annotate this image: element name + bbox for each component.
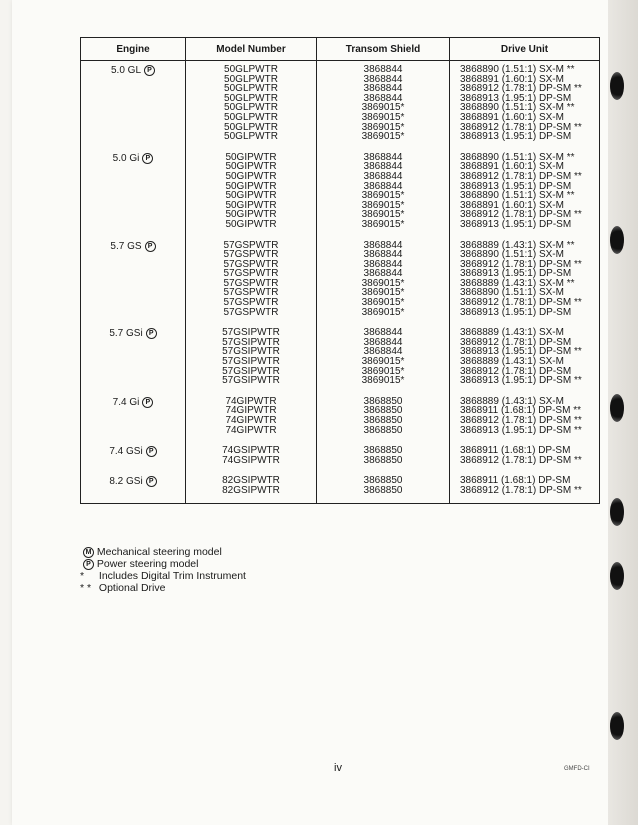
transom-shield-number: 3869015* [361, 218, 405, 230]
table-header [81, 38, 600, 61]
engine-name: 7.4 Gi [112, 396, 140, 408]
engine-cell [81, 237, 186, 325]
transom-shield-number: 3869015* [361, 356, 405, 368]
model-number: 50GIPWTR [225, 190, 277, 202]
transom-shield-number: 3869015* [361, 306, 405, 318]
model-column-cell [186, 61, 317, 149]
model-number: 50GLPWTR [224, 83, 278, 95]
drive-unit-spec: 3868912 (1.78:1) DP-SM ** [460, 484, 582, 496]
transom-shield-number: 3869015* [361, 209, 405, 221]
transom-shield-number: 3868850 [363, 415, 403, 426]
model-number: 50GIPWTR [225, 170, 277, 182]
drive-column-cell [450, 393, 600, 442]
power-steering-symbol: P [83, 559, 94, 570]
model-number: 74GIPWTR [225, 395, 277, 407]
drive-unit-spec: 3868889 (1.43:1) SX-M ** [460, 239, 575, 251]
drive-unit-spec: 3868912 (1.78:1) DP-SM [460, 365, 572, 377]
engine-cell [81, 393, 186, 442]
binder-hole [610, 498, 624, 526]
transom-shield-number: 3869015* [361, 190, 405, 202]
legend-text: Optional Drive [98, 582, 166, 594]
model-column-cell [186, 472, 317, 503]
drive-unit-spec: 3868912 (1.78:1) DP-SM ** [460, 258, 582, 270]
drive-unit-spec: 3868891 (1.60:1) SX-M [460, 111, 564, 123]
asterisk-symbol: * [80, 570, 85, 582]
drive-column-cell [450, 324, 600, 393]
transom-shield-number: 3869015* [361, 287, 405, 299]
header-engine: Engine [81, 38, 186, 61]
drive-unit-spec: 3868912 (1.78:1) DP-SM ** [460, 121, 582, 133]
transom-shield-number: 3868850 [363, 405, 403, 417]
transom-shield-number: 3869015* [361, 365, 405, 377]
model-number: 50GLPWTR [224, 64, 278, 75]
transom-shield-number: 3868844 [363, 170, 403, 182]
drive-unit-spec: 3868913 (1.95:1) DP-SM ** [460, 424, 582, 436]
drive-unit-spec: 3868913 (1.95:1) DP-SM [460, 180, 572, 192]
table-row [81, 393, 600, 442]
transom-shield-number: 3868844 [363, 64, 403, 75]
transom-shield-number: 3869015* [361, 277, 405, 289]
model-number: 50GLPWTR [224, 131, 278, 143]
transom-shield-number: 3869015* [361, 121, 405, 133]
drive-unit-spec: 3868890 (1.51:1) SX-M ** [460, 190, 575, 202]
drive-unit-spec: 3868913 (1.95:1) DP-SM ** [460, 375, 582, 387]
drive-unit-spec: 3868891 (1.60:1) SX-M [460, 73, 564, 85]
transom-shield-number: 3868850 [363, 484, 403, 496]
transom-shield-number: 3868844 [363, 92, 403, 104]
model-number: 57GSPWTR [223, 258, 279, 270]
binder-hole [610, 394, 624, 422]
power-steering-symbol: P [146, 446, 157, 457]
transom-shield-number: 3868844 [363, 327, 403, 339]
legend-text: Power steering model [96, 558, 199, 570]
document-page [12, 0, 608, 825]
drive-column-cell [450, 149, 600, 237]
drive-unit-spec: 3868889 (1.43:1) SX-M ** [460, 277, 575, 289]
model-number: 50GLPWTR [224, 102, 278, 114]
legend-item-power [80, 558, 246, 570]
legend-item-optional-drive [80, 582, 246, 594]
engine-name: 5.0 GL [110, 65, 142, 77]
model-number: 82GSIPWTR [222, 484, 280, 496]
transom-shield-number: 3868844 [363, 346, 403, 358]
drive-unit-spec: 3868913 (1.95:1) DP-SM [460, 131, 572, 143]
binder-hole [610, 226, 624, 254]
engine-name: 5.0 Gi [112, 152, 140, 164]
drive-unit-spec: 3868913 (1.95:1) DP-SM [460, 306, 572, 318]
model-number: 50GLPWTR [224, 121, 278, 133]
header-model-number: Model Number [186, 38, 317, 61]
drive-unit-spec: 3868890 (1.51:1) SX-M ** [460, 64, 575, 75]
model-number: 74GSIPWTR [222, 454, 280, 466]
engine-cell [81, 149, 186, 237]
transom-shield-number: 3869015* [361, 297, 405, 309]
model-column-cell [186, 237, 317, 325]
table-row [81, 237, 600, 325]
engine-cell [81, 61, 186, 149]
power-steering-symbol: P [146, 328, 157, 339]
transom-shield-number: 3868850 [363, 445, 403, 457]
engine-name: 5.7 GSi [109, 328, 143, 340]
drive-unit-spec: 3868912 (1.78:1) DP-SM [460, 336, 572, 348]
transom-shield-number: 3868844 [363, 268, 403, 280]
transom-shield-number: 3869015* [361, 199, 405, 211]
drive-unit-spec: 3868890 (1.51:1) SX-M [460, 287, 564, 299]
binder-hole [610, 562, 624, 590]
model-number: 82GSIPWTR [222, 475, 280, 487]
model-number: 50GLPWTR [224, 73, 278, 85]
drive-unit-spec: 3868889 (1.43:1) SX-M [460, 327, 564, 339]
model-number: 57GSIPWTR [222, 327, 280, 339]
shield-column-cell [317, 149, 450, 237]
power-steering-symbol: P [142, 397, 153, 408]
model-number: 57GSPWTR [223, 249, 279, 261]
model-column-cell [186, 442, 317, 472]
model-number: 50GIPWTR [225, 161, 277, 173]
document-code: GMFD-CI [564, 766, 590, 772]
transom-shield-number: 3868850 [363, 475, 403, 487]
transom-shield-number: 3868844 [363, 239, 403, 251]
drive-unit-spec: 3868891 (1.60:1) SX-M [460, 199, 564, 211]
engine-name: 5.7 GS [110, 240, 142, 252]
drive-unit-spec: 3868891 (1.60:1) SX-M [460, 161, 564, 173]
model-number: 50GLPWTR [224, 111, 278, 123]
transom-shield-number: 3868844 [363, 336, 403, 348]
transom-shield-number: 3869015* [361, 131, 405, 143]
power-steering-symbol: P [145, 241, 156, 252]
page-number: iv [334, 762, 342, 774]
model-number: 50GIPWTR [225, 180, 277, 192]
legend-text: Includes Digital Trim Instrument [98, 570, 246, 582]
binder-hole [610, 712, 624, 740]
model-column-cell [186, 393, 317, 442]
drive-unit-spec: 3868890 (1.51:1) SX-M ** [460, 151, 575, 163]
shield-column-cell [317, 393, 450, 442]
binder-edge [608, 0, 638, 825]
drive-unit-spec: 3868889 (1.43:1) SX-M [460, 356, 564, 368]
table-row [81, 472, 600, 503]
model-number: 74GSIPWTR [222, 445, 280, 457]
drive-unit-spec: 3868912 (1.78:1) DP-SM ** [460, 415, 582, 426]
shield-column-cell [317, 324, 450, 393]
power-steering-symbol: P [142, 153, 153, 164]
model-column-cell [186, 324, 317, 393]
transom-shield-number: 3868844 [363, 258, 403, 270]
model-number: 74GIPWTR [225, 405, 277, 417]
header-transom-shield: Transom Shield [317, 38, 450, 61]
drive-unit-spec: 3868889 (1.43:1) SX-M [460, 395, 564, 407]
transom-shield-number: 3869015* [361, 375, 405, 387]
drive-unit-spec: 3868912 (1.78:1) DP-SM ** [460, 170, 582, 182]
drive-unit-spec: 3868890 (1.51:1) SX-M ** [460, 102, 575, 114]
transom-shield-number: 3868844 [363, 180, 403, 192]
table-row [81, 61, 600, 149]
model-number: 57GSPWTR [223, 287, 279, 299]
double-asterisk-symbol: * * [80, 582, 92, 594]
model-column-cell [186, 149, 317, 237]
engine-cell [81, 324, 186, 393]
shield-column-cell [317, 61, 450, 149]
drive-unit-spec: 3868912 (1.78:1) DP-SM ** [460, 209, 582, 221]
table-row [81, 149, 600, 237]
model-number: 57GSPWTR [223, 277, 279, 289]
transom-shield-number: 3868844 [363, 151, 403, 163]
transom-shield-number: 3868844 [363, 83, 403, 95]
drive-unit-spec: 3868911 (1.68:1) DP-SM ** [460, 405, 581, 417]
model-number: 50GIPWTR [225, 218, 277, 230]
drive-unit-spec: 3868913 (1.95:1) DP-SM ** [460, 346, 582, 358]
legend-item-digital-trim [80, 570, 246, 582]
drive-unit-spec: 3868912 (1.78:1) DP-SM ** [460, 454, 582, 466]
model-number: 57GSPWTR [223, 268, 279, 280]
drive-unit-spec: 3868913 (1.95:1) DP-SM [460, 268, 572, 280]
model-number: 50GLPWTR [224, 92, 278, 104]
table-row [81, 442, 600, 472]
drive-unit-spec: 3868911 (1.68:1) DP-SM [460, 475, 571, 487]
legend [80, 546, 246, 594]
transom-shield-number: 3869015* [361, 111, 405, 123]
drive-column-cell [450, 472, 600, 503]
specification-table [80, 37, 600, 504]
binder-hole [610, 72, 624, 100]
drive-column-cell [450, 442, 600, 472]
model-number: 57GSIPWTR [222, 365, 280, 377]
table-row [81, 324, 600, 393]
transom-shield-number: 3868850 [363, 454, 403, 466]
drive-column-cell [450, 237, 600, 325]
transom-shield-number: 3868844 [363, 161, 403, 173]
model-number: 50GIPWTR [225, 199, 277, 211]
header-drive-unit: Drive Unit [450, 38, 600, 61]
transom-shield-number: 3868844 [363, 73, 403, 85]
table-body [81, 61, 600, 504]
model-number: 57GSPWTR [223, 297, 279, 309]
engine-name: 7.4 GSi [109, 446, 143, 458]
power-steering-symbol: P [146, 476, 157, 487]
model-number: 57GSIPWTR [222, 346, 280, 358]
transom-shield-number: 3869015* [361, 102, 405, 114]
model-number: 57GSPWTR [223, 239, 279, 251]
shield-column-cell [317, 442, 450, 472]
model-number: 74GIPWTR [225, 424, 277, 436]
shield-column-cell [317, 472, 450, 503]
drive-unit-spec: 3868911 (1.68:1) DP-SM [460, 445, 571, 457]
transom-shield-number: 3868850 [363, 395, 403, 407]
model-number: 50GIPWTR [225, 151, 277, 163]
engine-cell [81, 472, 186, 503]
drive-column-cell [450, 61, 600, 149]
model-number: 50GIPWTR [225, 209, 277, 221]
drive-unit-spec: 3868890 (1.51:1) SX-M [460, 249, 564, 261]
model-number: 57GSIPWTR [222, 356, 280, 368]
drive-unit-spec: 3868912 (1.78:1) DP-SM ** [460, 83, 582, 95]
transom-shield-number: 3868850 [363, 424, 403, 436]
mechanical-steering-symbol: M [83, 547, 94, 558]
model-number: 57GSPWTR [223, 306, 279, 318]
shield-column-cell [317, 237, 450, 325]
model-number: 74GIPWTR [225, 415, 277, 426]
model-number: 57GSIPWTR [222, 375, 280, 387]
legend-text: Mechanical steering model [96, 546, 222, 558]
drive-unit-spec: 3868913 (1.95:1) DP-SM [460, 92, 572, 104]
legend-item-mechanical [80, 546, 246, 558]
drive-unit-spec: 3868913 (1.95:1) DP-SM [460, 218, 572, 230]
model-number: 57GSIPWTR [222, 336, 280, 348]
drive-unit-spec: 3868912 (1.78:1) DP-SM ** [460, 297, 582, 309]
engine-name: 8.2 GSi [109, 476, 143, 488]
power-steering-symbol: P [144, 65, 155, 76]
engine-cell [81, 442, 186, 472]
transom-shield-number: 3868844 [363, 249, 403, 261]
